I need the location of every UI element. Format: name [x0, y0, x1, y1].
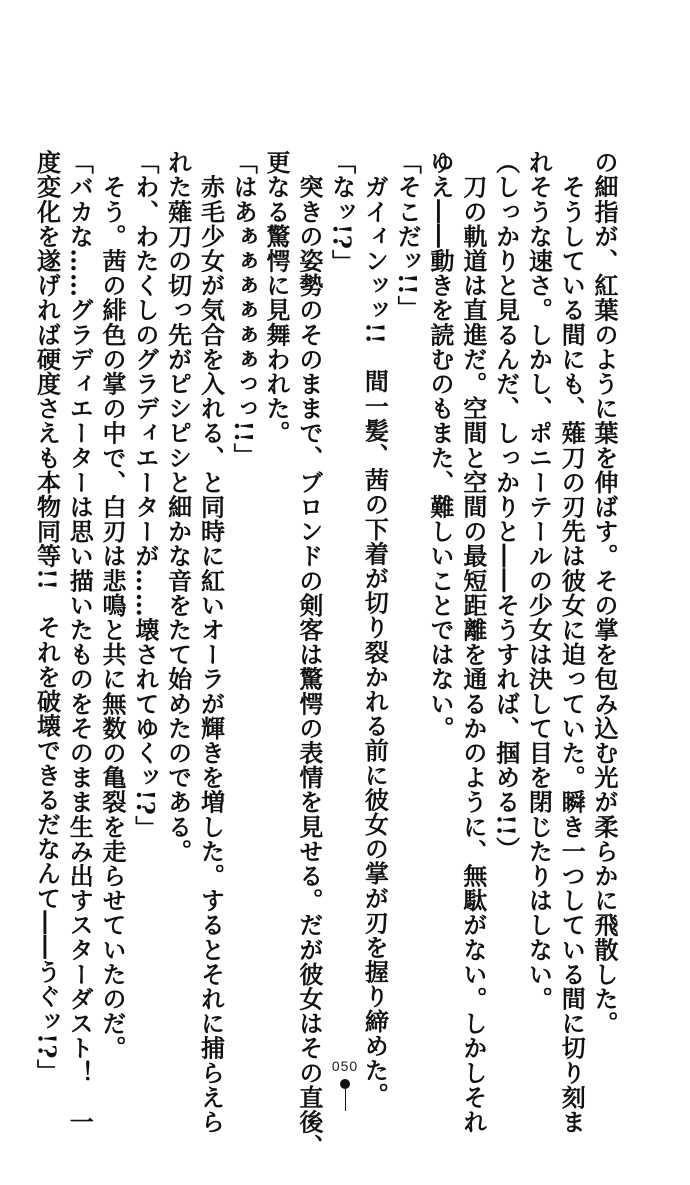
- text-line: そうしている間にも、薙刀の刃先は彼女に迫っていた。瞬き一つしている間に切り刻ま: [557, 150, 587, 1134]
- text-line: 刀の軌道は直進だ。空間と空間の最短距離を通るかのように、無駄がない。しかしそれ: [458, 150, 488, 1134]
- text-line: れた薙刀の切っ先がピシピシと細かな音をたて始めたのである。: [163, 150, 193, 864]
- text-line: 度変化を遂げれば硬度さえも本物同等!! それを破壊できるだなんて――うぐッ!?」: [32, 150, 62, 1084]
- text-line: ガイィンッッ!! 間一髪、茜の下着が切り裂かれる前に彼女の掌が刃を握り締めた。: [360, 150, 390, 1108]
- text-line: 更なる驚愕に見舞われた。: [262, 150, 292, 446]
- text-line: 赤毛少女が気合を入れる、と同時に紅いオーラが輝きを増した。するとそれに捕らえら: [196, 150, 226, 1134]
- page-footer: [0, 1058, 690, 1111]
- text-line: 「なッ!?」: [327, 150, 357, 275]
- text-line: れそうな速さ。しかし、ポニーテールの少女は決して目を閉じたりはしない。: [524, 150, 554, 1011]
- text-line: 「わ、わたくしのグラディエーターが……壊されてゆくッ!?」: [130, 150, 160, 840]
- text-line: （しっかりと見るんだ、しっかりと――そうすれば、掴める!!）: [491, 150, 521, 862]
- text-line: 「はあぁぁぁぁぁぁっっ!!」: [229, 150, 259, 468]
- text-line: 突きの姿勢のそのままで、ブロンドの剣客は驚愕の表情を見せる。だが彼女はその直後、: [294, 150, 324, 1159]
- page-number: 050: [331, 1058, 359, 1074]
- text-line: そう。茜の緋色の掌の中で、白刃は悲鳴と共に無数の亀裂を走らせていたのだ。: [98, 150, 128, 1061]
- text-line: ゆえ――動きを読むのもまた、難しいことではない。: [426, 150, 456, 741]
- page-marker-stem: [345, 1089, 346, 1111]
- text-line: 「そこだッ!!」: [393, 150, 423, 320]
- text-line: の細指が、紅葉のように葉を伸ばす。その掌を包み込む光が柔らかに飛散した。: [590, 150, 619, 1036]
- text-line: 「バカな……グラディエーターは思い描いたものをそのまま生み出すスターダスト！ 一: [65, 150, 95, 1134]
- page-marker-dot: [340, 1079, 350, 1089]
